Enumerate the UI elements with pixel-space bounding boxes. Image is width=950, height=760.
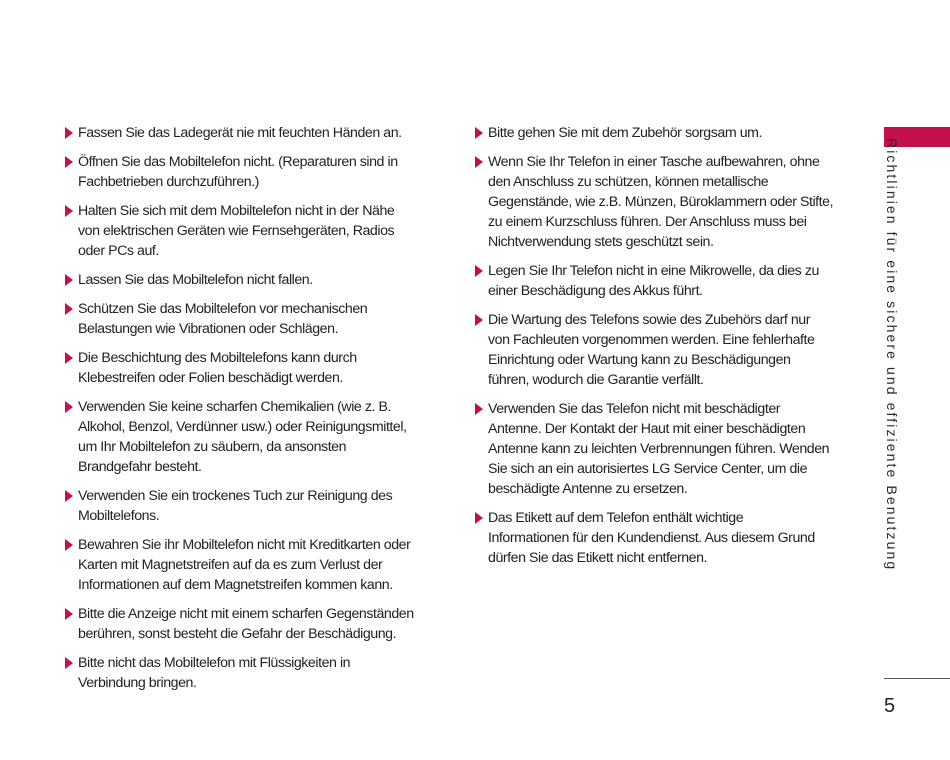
bullet-arrow-icon — [65, 490, 73, 502]
bullet-arrow-icon — [65, 608, 73, 620]
list-item — [64, 152, 444, 192]
list-item-text: Die Beschichtung des Mobiltelefons kann durch Klebestreifen oder Folien beschädigt werden. — [78, 350, 357, 386]
list-item-text: Bewahren Sie ihr Mobiltelefon nicht mit Kreditkarten oder Karten mit Magnetstreifen auf da es zum Verlust der Informationen auf dem Magnetstreifen kommen kann. — [78, 537, 411, 593]
bullet-arrow-icon — [475, 127, 483, 139]
bullet-arrow-icon — [65, 205, 73, 217]
list-item — [474, 508, 854, 568]
list-item-text: Lassen Sie das Mobiltelefon nicht fallen. — [78, 272, 313, 288]
bullet-arrow-icon — [475, 512, 483, 524]
list-item-text: Verwenden Sie ein trockenes Tuch zur Reinigung des Mobiltelefons. — [78, 488, 393, 524]
list-item-text: Das Etikett auf dem Telefon enthält wichtige Informationen für den Kundendienst. Aus diesem Grund dürfen Sie das Etikett nicht entfernen. — [488, 510, 815, 566]
list-item — [474, 261, 854, 301]
list-item — [64, 201, 444, 261]
list-item — [64, 299, 444, 339]
bullet-arrow-icon — [475, 156, 483, 168]
list-item-text: Halten Sie sich mit dem Mobiltelefon nicht in der Nähe von elektrischen Geräten wie Fernsehgeräten, Radios oder PCs auf. — [78, 203, 395, 259]
list-item-text: Legen Sie Ihr Telefon nicht in eine Mikrowelle, da dies zu einer Beschädigung des Akkus führt. — [488, 263, 819, 299]
list-item — [64, 486, 444, 526]
list-item — [64, 348, 444, 388]
bullet-arrow-icon — [65, 127, 73, 139]
list-item-text: Schützen Sie das Mobiltelefon vor mechanischen Belastungen wie Vibrationen oder Schlägen. — [78, 301, 368, 337]
left-column — [64, 123, 444, 702]
bullet-arrow-icon — [65, 657, 73, 669]
bullet-arrow-icon — [65, 539, 73, 551]
list-item — [64, 270, 444, 290]
list-item-text: Wenn Sie Ihr Telefon in einer Tasche aufbewahren, ohne den Anschluss zu schützen, können metallische Gegenstände, wie z.B. Münzen, Büroklammern oder Stifte, zu einem Kurzschluss führen. Der Anschluss muss bei Nichtverwendung stets geschützt sein. — [488, 154, 834, 250]
list-item-text: Die Wartung des Telefons sowie des Zubehörs darf nur von Fachleuten vorgenommen werden. Eine fehlerhafte Einrichtung oder Wartung kann zu Beschädigungen führen, wodurch die Garantie verfällt. — [488, 312, 815, 388]
list-item — [64, 397, 444, 477]
page-number-rule — [884, 678, 950, 679]
list-item-text: Verwenden Sie das Telefon nicht mit beschädigter Antenne. Der Kontakt der Haut mit einer beschädigten Antenne kann zu leichten Verbrennungen führen. Wenden Sie sich an ein autorisiertes LG Service Center, um die beschädigte Antenne zu ersetzen. — [488, 401, 830, 497]
list-item — [474, 123, 854, 143]
list-item — [474, 399, 854, 499]
list-item — [474, 310, 854, 390]
bullet-arrow-icon — [65, 156, 73, 168]
bullet-arrow-icon — [475, 403, 483, 415]
page-number: 5 — [884, 695, 896, 717]
list-item — [64, 653, 444, 693]
list-item-text: Bitte nicht das Mobiltelefon mit Flüssigkeiten in Verbindung bringen. — [78, 655, 351, 691]
bullet-arrow-icon — [65, 401, 73, 413]
bullet-arrow-icon — [475, 314, 483, 326]
list-item-text: Verwenden Sie keine scharfen Chemikalien (wie z. B. Alkohol, Benzol, Verdünner usw.) oder Reinigungsmittel, um Ihr Mobiltelefon zu säubern, da ansonsten Brandgefahr besteht. — [78, 399, 407, 475]
section-side-title: Richtlinien für eine sichere und effiziente Benutzung — [884, 138, 900, 572]
bullet-arrow-icon — [65, 274, 73, 286]
list-item — [64, 123, 444, 143]
bullet-arrow-icon — [65, 352, 73, 364]
right-column — [474, 123, 854, 577]
list-item-text: Fassen Sie das Ladegerät nie mit feuchten Händen an. — [78, 125, 402, 141]
list-item-text: Öffnen Sie das Mobiltelefon nicht. (Reparaturen sind in Fachbetrieben durchzuführen.) — [78, 154, 398, 190]
list-item-text: Bitte die Anzeige nicht mit einem scharfen Gegenständen berühren, sonst besteht die Gefahr der Beschädigung. — [78, 606, 414, 642]
list-item — [64, 535, 444, 595]
bullet-arrow-icon — [475, 265, 483, 277]
list-item-text: Bitte gehen Sie mit dem Zubehör sorgsam um. — [488, 125, 762, 141]
list-item — [474, 152, 854, 252]
bullet-arrow-icon — [65, 303, 73, 315]
list-item — [64, 604, 444, 644]
